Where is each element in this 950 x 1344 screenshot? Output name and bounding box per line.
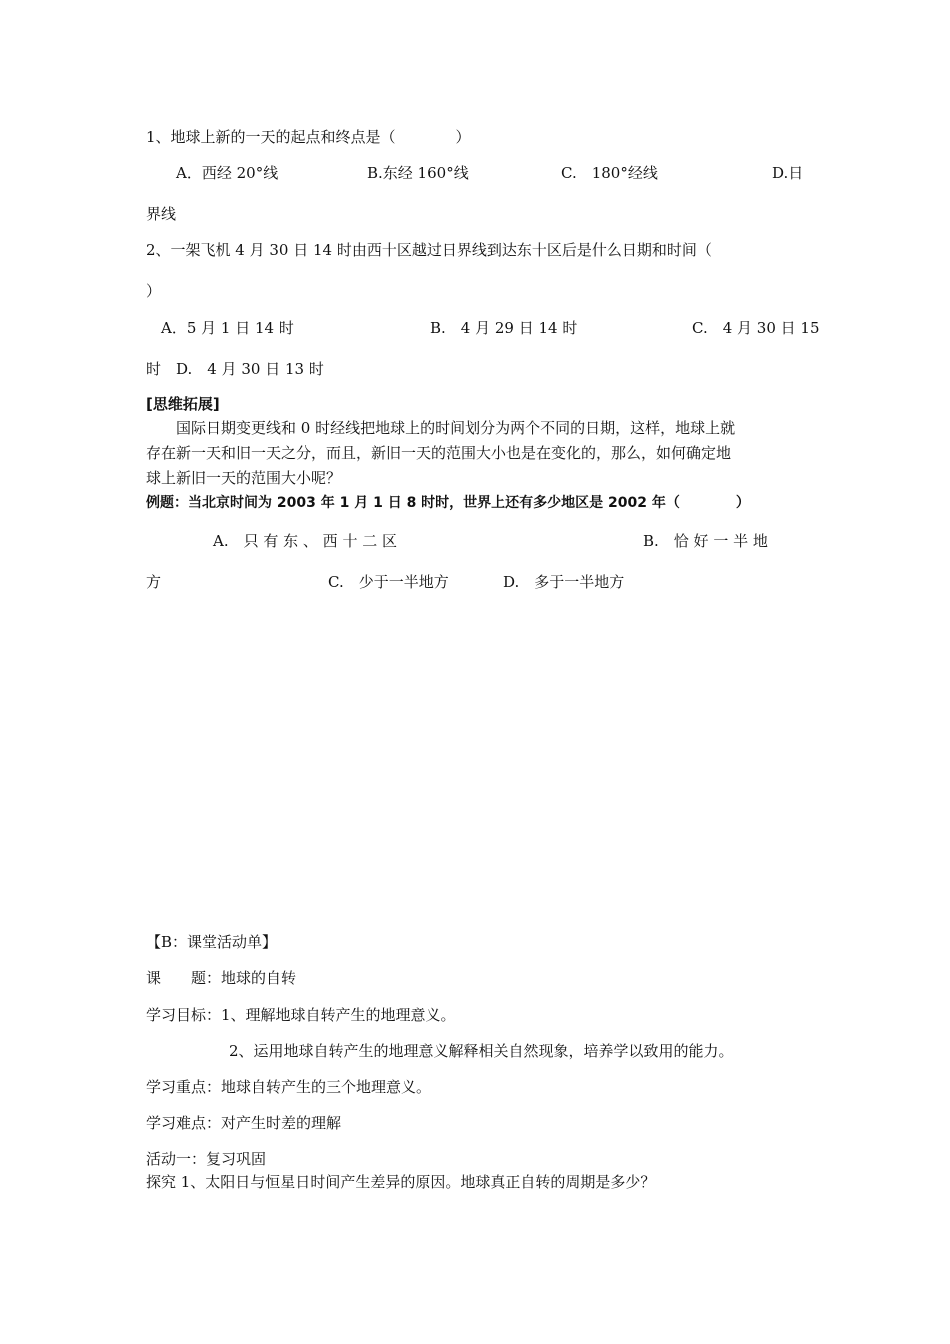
thinking-paragraph-line-3: 球上新旧一天的范围大小呢？ bbox=[146, 469, 342, 487]
q2-option-b: B. 4 月 29 日 14 时 bbox=[430, 319, 578, 337]
q2-option-c-continued: 时 bbox=[146, 360, 162, 378]
q1-option-d-continued: 界线 bbox=[146, 205, 177, 223]
q1-option-d: D.日 bbox=[772, 164, 804, 182]
q2-option-a: A．5 月 1 日 14 时 bbox=[161, 319, 294, 337]
learning-goal-1: 学习目标：1、理解地球自转产生的地理意义。 bbox=[146, 1006, 456, 1024]
learning-goal-2: 2、运用地球自转产生的地理意义解释相关自然现象，培养学以致用的能力。 bbox=[229, 1042, 734, 1060]
lesson-topic: 课 题：地球的自转 bbox=[146, 969, 297, 987]
q1-option-c: C. 180°经线 bbox=[561, 164, 658, 182]
learning-key-point: 学习重点：地球自转产生的三个地理意义。 bbox=[146, 1078, 432, 1096]
example-option-a: A. 只 有 东 、 西 十 二 区 bbox=[213, 532, 397, 550]
example-stem: 例题：当北京时间为 2003 年 1 月 1 日 8 时时，世界上还有多少地区是 2002 年（ ） bbox=[146, 495, 750, 511]
example-option-c: C. 少于一半地方 bbox=[328, 573, 449, 591]
q2-stem-continued: ） bbox=[146, 282, 162, 300]
q1-option-a: A．西经 20°线 bbox=[176, 164, 279, 182]
activity-1-title: 活动一：复习巩固 bbox=[146, 1150, 267, 1168]
q2-option-c: C. 4 月 30 日 15 bbox=[692, 319, 820, 337]
q2-option-d: D. 4 月 30 日 13 时 bbox=[176, 360, 324, 378]
learning-difficulty: 学习难点：对产生时差的理解 bbox=[146, 1114, 342, 1132]
thinking-paragraph-line-2: 存在新一天和旧一天之分，而且，新旧一天的范围大小也是在变化的，那么，如何确定地 bbox=[146, 444, 732, 462]
example-option-b: B. 恰 好 一 半 地 bbox=[643, 532, 768, 550]
thinking-heading: [思维拓展] bbox=[146, 395, 220, 413]
example-option-b-continued: 方 bbox=[146, 573, 162, 591]
q1-option-b: B.东经 160°线 bbox=[367, 164, 469, 182]
thinking-paragraph-line-1: 国际日期变更线和 0 时经线把地球上的时间划分为两个不同的日期，这样，地球上就 bbox=[176, 419, 736, 437]
q1-stem: 1、地球上新的一天的起点和终点是（ ） bbox=[146, 128, 471, 146]
example-option-d: D. 多于一半地方 bbox=[503, 573, 625, 591]
activity-sheet-heading: 【B：课堂活动单】 bbox=[146, 933, 278, 951]
q2-stem: 2、一架飞机 4 月 30 日 14 时由西十区越过日界线到达东十区后是什么日期和时间（ bbox=[146, 241, 712, 259]
explore-1-question: 探究 1、太阳日与恒星日时间产生差异的原因。地球真正自转的周期是多少？ bbox=[146, 1173, 656, 1191]
